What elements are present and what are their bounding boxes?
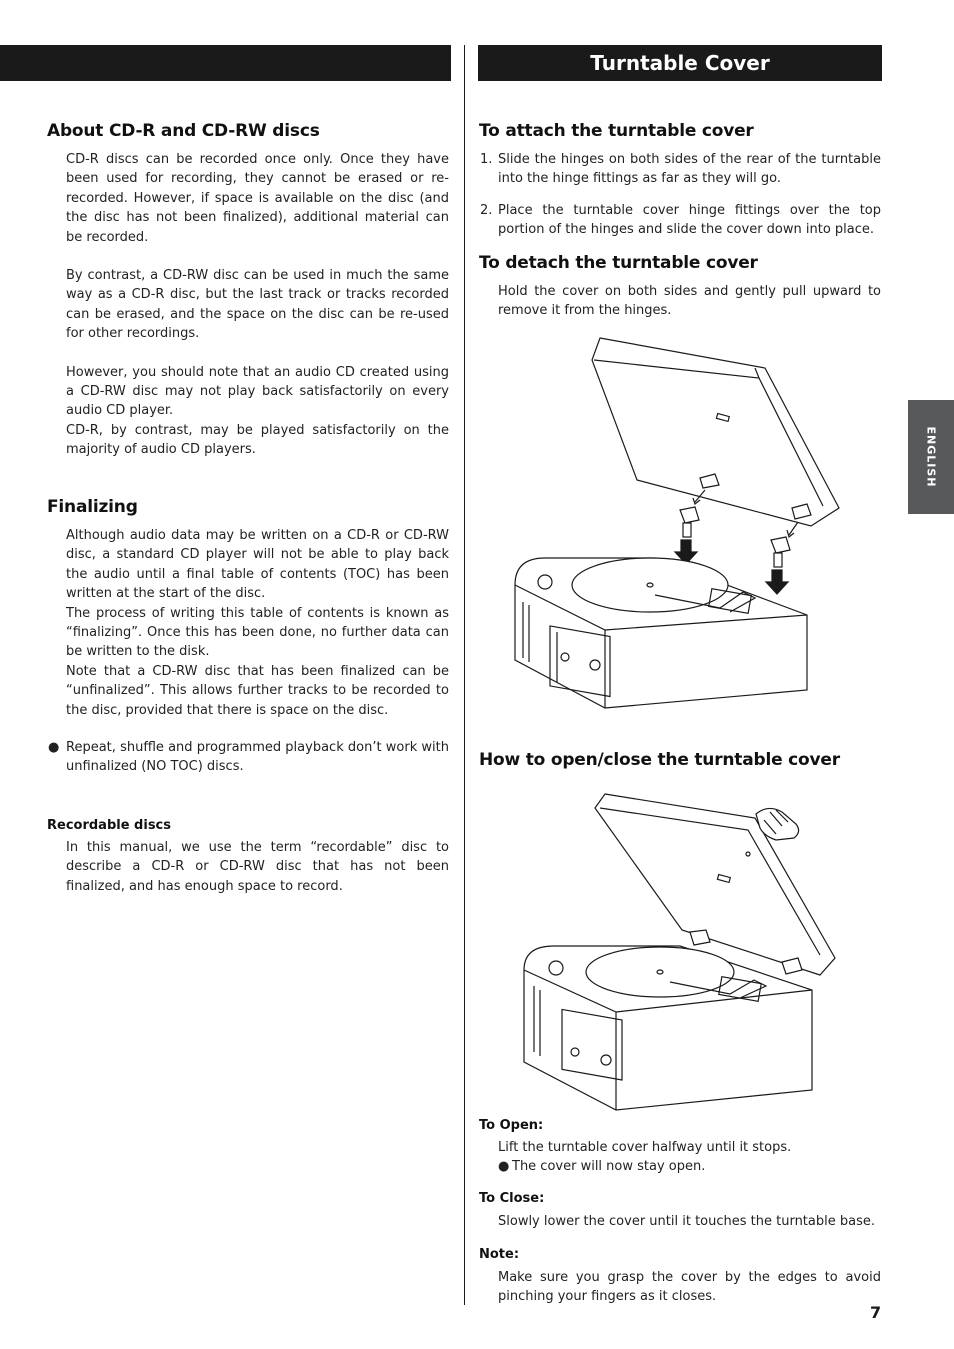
recordable-paragraph: In this manual, we use the term “recordable” disc to describe a CD-R or CD-RW disc that has not been finalized, and has enough space to record. [66, 840, 449, 894]
finalizing-paragraph-1: Although audio data may be written on a CD-R or CD-RW disc, a standard CD player will not be able to play back the audio until a final table of contents (TOC) has been written at the start of the disc. [66, 528, 449, 602]
step-text: Slide the hinges on both sides of the rear of the turntable into the hinge fittings as far as they will go. [498, 152, 881, 187]
cdr-section [66, 150, 449, 460]
attach-steps [480, 150, 881, 240]
to-close-text: Slowly lower the cover until it touches the turntable base. [498, 1214, 875, 1229]
step-number: 1. [480, 152, 493, 167]
step-text: Place the turntable cover hinge fittings over the top portion of the hinges and slide the cover down into place. [498, 202, 881, 238]
attach-step-2 [480, 201, 881, 240]
note-text: Make sure you grasp the cover by the edges to avoid pinching your fingers as it closes. [498, 1270, 881, 1305]
recordable-heading: Recordable discs [47, 818, 172, 833]
to-open-label: To Open: [479, 1118, 544, 1133]
page-title: Turntable Cover [590, 51, 770, 75]
language-tab-label: ENGLISH [924, 426, 938, 488]
open-cover-illustration [520, 790, 835, 1115]
cdr-paragraph-4: CD-R, by contrast, may be played satisfactorily on the majority of audio CD players. [66, 422, 449, 458]
attach-heading: To attach the turntable cover [479, 121, 754, 141]
recordable-section [66, 838, 449, 896]
to-close-label: To Close: [479, 1191, 545, 1206]
note-label: Note: [479, 1247, 520, 1262]
detach-heading: To detach the turntable cover [479, 253, 758, 273]
page-number: 7 [870, 1303, 882, 1322]
cdr-paragraph-3: However, you should note that an audio CD created using a CD-RW disc may not play back satisfactorily on every audio CD player. [66, 364, 449, 419]
to-open-text: Lift the turntable cover halfway until it stops. [498, 1140, 792, 1155]
language-tab [908, 400, 954, 514]
to-open-bullet [498, 1157, 881, 1176]
finalizing-heading: Finalizing [47, 497, 138, 517]
finalizing-bullet-text: Repeat, shuffle and programmed playback don’t work with unfinalized (NO TOC) discs. [66, 740, 449, 775]
bullet-glyph: ● [48, 740, 60, 755]
attach-cover-illustration [505, 330, 815, 720]
finalizing-section [66, 526, 449, 720]
column-divider [464, 45, 465, 1305]
open-close-heading: How to open/close the turntable cover [479, 750, 840, 770]
cdr-paragraph-2: By contrast, a CD-RW disc can be used in much the same way as a CD-R disc, but the last track or tracks recorded can be erased, and the space on the disc can be re-used for other recordings. [66, 268, 449, 342]
detach-section [498, 282, 881, 321]
finalizing-paragraph-3: Note that a CD-RW disc that has been finalized can be “unfinalized”. This allows further tracks to be recorded to the disc, provided that there is space on the disc. [66, 663, 449, 718]
cdr-heading: About CD-R and CD-RW discs [47, 121, 320, 141]
to-open-bullet-text: The cover will now stay open. [512, 1159, 706, 1174]
detach-text: Hold the cover on both sides and gently pull upward to remove it from the hinges. [498, 284, 881, 319]
step-number: 2. [480, 202, 493, 218]
left-header-bar [0, 45, 451, 81]
cdr-paragraph-1: CD-R discs can be recorded once only. Once they have been used for recording, they cannot be erased or re-recorded. However, if space is available on the disc (and the disc has not been finalized), additional material can be recorded. [66, 152, 449, 245]
right-header-bar [478, 45, 882, 81]
bullet-glyph: ● [498, 1159, 510, 1174]
finalizing-paragraph-2: The process of writing this table of contents is known as “finalizing”. Once this has been done, no further data can be written to the disk. [66, 605, 449, 660]
attach-step-1 [480, 150, 881, 189]
finalizing-bullet [48, 738, 449, 777]
